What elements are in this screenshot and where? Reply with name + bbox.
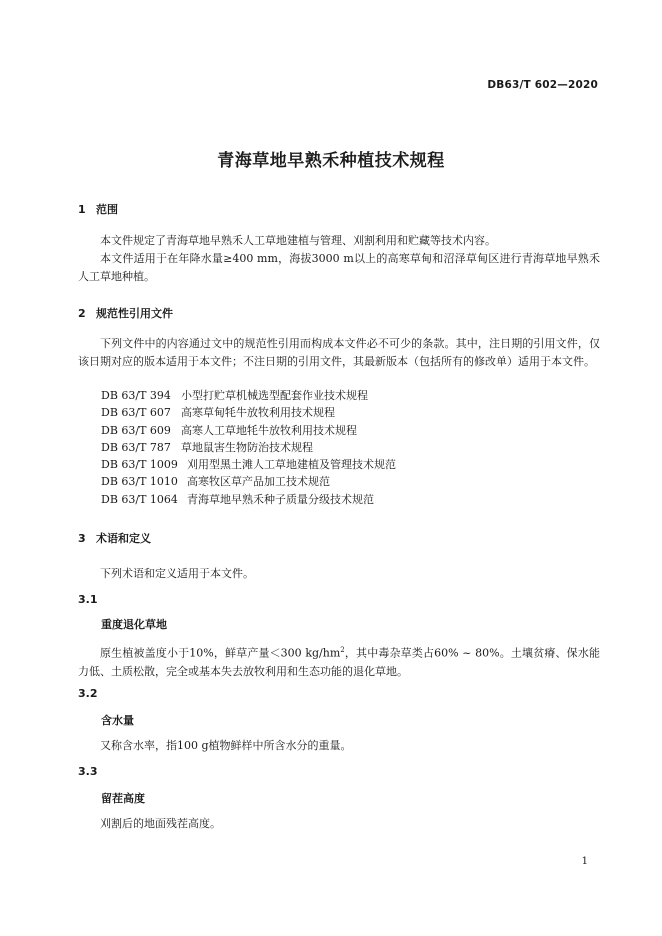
document-title: 青海草地早熟禾种植技术规程 bbox=[217, 151, 445, 171]
term-name: 重度退化草地 bbox=[101, 618, 167, 631]
section-number: 1 bbox=[78, 203, 86, 216]
standard-code: DB63/T 602—2020 bbox=[487, 79, 598, 91]
reference-title: 草地鼠害生物防治技术规程 bbox=[181, 440, 313, 454]
term-definition: 又称含水率，指100 g植物鲜样中所含水分的重量。 bbox=[100, 739, 352, 752]
reference-title: 刈用型黑土滩人工草地建植及管理技术规范 bbox=[187, 458, 396, 472]
reference-item bbox=[101, 473, 396, 490]
reference-code: DB 63/T 1010 bbox=[101, 475, 178, 489]
reference-title: 高寒人工草地牦牛放牧利用技术规程 bbox=[181, 423, 357, 437]
reference-title: 高寒草甸牦牛放牧利用技术规程 bbox=[181, 406, 335, 420]
reference-item bbox=[101, 491, 396, 508]
section-1-paragraph-2: 本文件适用于在年降水量≥400 mm，海拔3000 m以上的高寒草甸和沼泽草甸区进行青海草地早熟禾人工草地种植。 bbox=[78, 252, 600, 283]
reference-code: DB 63/T 787 bbox=[101, 440, 171, 454]
section-2-heading bbox=[78, 305, 173, 321]
section-number: 2 bbox=[78, 307, 86, 320]
reference-code: DB 63/T 1009 bbox=[101, 458, 178, 472]
reference-title: 青海草地早熟禾种子质量分级技术规范 bbox=[187, 492, 374, 506]
term-name: 含水量 bbox=[101, 714, 134, 727]
reference-item bbox=[101, 422, 396, 439]
reference-title: 小型打贮草机械选型配套作业技术规程 bbox=[181, 389, 368, 402]
section-2-intro: 下列文件中的内容通过文中的规范性引用而构成本文件必不可少的条款。其中，注日期的引用文件，仅该日期对应的版本适用于本文件；不注日期的引用文件，其最新版本（包括所有的修改单）适用于本文件。 bbox=[78, 337, 600, 368]
section-title: 范围 bbox=[96, 203, 118, 216]
reference-code: DB 63/T 609 bbox=[101, 423, 171, 437]
term-name: 留茬高度 bbox=[101, 792, 145, 805]
reference-item bbox=[101, 387, 396, 404]
term-definition: 刈割后的地面残茬高度。 bbox=[100, 817, 221, 830]
section-3-intro: 下列术语和定义适用于本文件。 bbox=[100, 567, 254, 580]
term-definition bbox=[78, 641, 600, 681]
definition-text: 原生植被盖度小于10%，鲜草产量＜300 kg/hm bbox=[100, 646, 341, 660]
reference-item bbox=[101, 456, 396, 473]
reference-code: DB 63/T 394 bbox=[101, 389, 171, 402]
reference-code: DB 63/T 607 bbox=[101, 406, 171, 420]
reference-title: 高寒牧区草产品加工技术规范 bbox=[187, 475, 330, 489]
reference-item bbox=[101, 439, 396, 456]
term-number: 3.2 bbox=[78, 687, 98, 700]
reference-code: DB 63/T 1064 bbox=[101, 492, 178, 506]
section-title: 术语和定义 bbox=[96, 532, 151, 545]
term-number: 3.3 bbox=[78, 765, 98, 778]
section-title: 规范性引用文件 bbox=[96, 307, 173, 320]
term-number: 3.1 bbox=[78, 593, 98, 606]
superscript-exponent: 2 bbox=[340, 646, 345, 654]
section-1-paragraph-1: 本文件规定了青海草地早熟禾人工草地建植与管理、刈割利用和贮藏等技术内容。 bbox=[100, 234, 496, 247]
reference-item bbox=[101, 404, 396, 421]
section-3-heading bbox=[78, 530, 151, 546]
page-number: 1 bbox=[581, 856, 588, 867]
section-number: 3 bbox=[78, 532, 86, 545]
reference-list bbox=[101, 387, 396, 508]
definition-text-cont: ，其中毒杂草类占60% ~ 80%。土壤贫瘠、保水能力低、土质松散，完全或基本失去放牧利用和生态功能的退化草地。 bbox=[78, 646, 600, 678]
section-1-heading bbox=[78, 201, 118, 217]
